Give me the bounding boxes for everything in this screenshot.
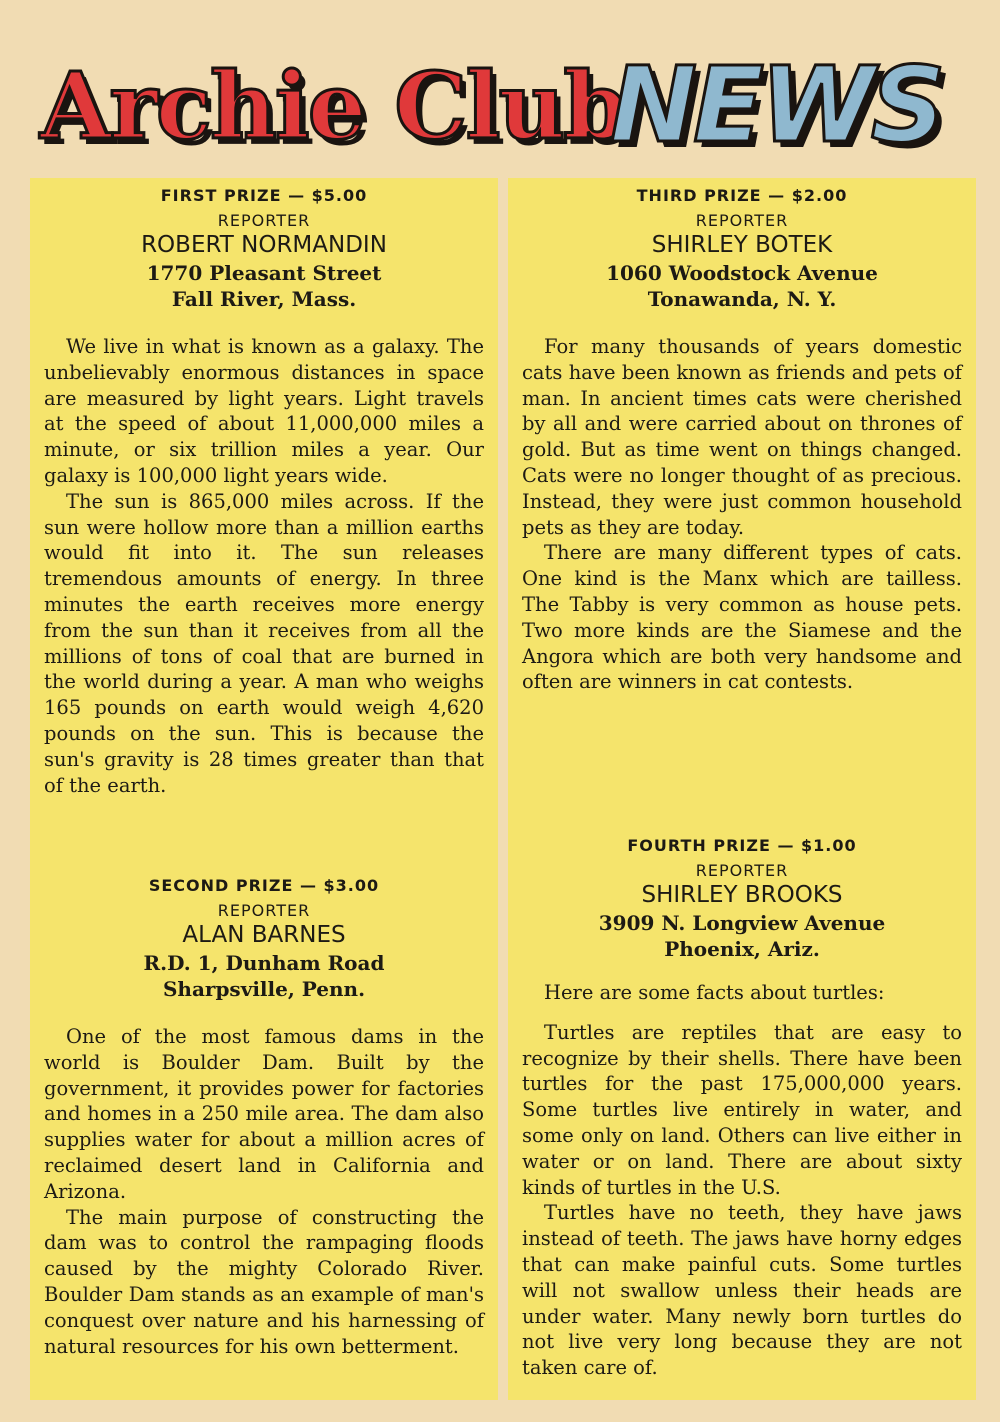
paragraph: We live in what is known as a galaxy. The unbelievably enormous distances in space are measured by light years. Light travels at the speed of about 11,000,000 miles a minute, or six trillion miles a year. Our galaxy is 100,000 light years wide. bbox=[44, 335, 484, 487]
address-street: 1770 Pleasant Street bbox=[146, 261, 382, 285]
reporter-name: SHIRLEY BROOKS bbox=[641, 882, 843, 908]
reporter-name: ROBERT NORMANDIN bbox=[141, 232, 387, 258]
article-body bbox=[508, 980, 976, 1381]
right-column bbox=[508, 178, 976, 1400]
reporter-label: REPORTER bbox=[217, 901, 311, 920]
reporter-name: ALAN BARNES bbox=[182, 922, 346, 948]
paragraph: The main purpose of constructing the dam was to control the rampaging floods caused by the mighty Colorado River. Boulder Dam stands as an example of man's conquest over nature and his harnessing of natural resources for his own betterment. bbox=[44, 1205, 484, 1358]
address-city: Phoenix, Ariz. bbox=[664, 937, 820, 961]
entry-fourth-prize bbox=[508, 836, 976, 1381]
article-body bbox=[30, 1024, 498, 1359]
address-city: Fall River, Mass. bbox=[171, 287, 357, 311]
paragraph: Turtles have no teeth, they have jaws instead of teeth. The jaws have horny edges that can make painful cuts. Some turtles will not swallow unless their heads are under water. Many newly born turtles do not live very long because they are not taken care of. bbox=[522, 1201, 962, 1380]
masthead-title-news: NEWS bbox=[610, 44, 942, 166]
article-body bbox=[30, 334, 498, 798]
paragraph: There are many different types of cats. One kind is the Manx which are tailless. The Tabby is very common as house pets. Two more kinds are the Siamese and the Angora which are both very handsome and often are winners in cat contests. bbox=[522, 541, 962, 694]
address-street: R.D. 1, Dunham Road bbox=[143, 951, 385, 975]
masthead-title-archie-club: Archie Club bbox=[40, 52, 626, 160]
article-body bbox=[508, 334, 976, 695]
prize-heading: SECOND PRIZE — $3.00 bbox=[148, 876, 380, 895]
address-city: Sharpsville, Penn. bbox=[162, 977, 366, 1001]
masthead bbox=[30, 30, 970, 170]
address-city: Tonawanda, N. Y. bbox=[647, 287, 837, 311]
paragraph: The sun is 865,000 miles across. If the sun were hollow more than a million earths would fit into it. The sun releases tremendous amounts of energy. In three minutes the earth receives more energy from the sun than it receives from all the millions of tons of coal that are burned in the world during a year. A man who weighs 165 pounds on earth would weigh 4,620 pounds on the sun. This is because the sun's gravity is 28 times greater than that of the earth. bbox=[44, 489, 484, 797]
reporter-label: REPORTER bbox=[695, 861, 789, 880]
prize-heading: FOURTH PRIZE — $1.00 bbox=[627, 836, 857, 855]
intro-line: Here are some facts about turtles: bbox=[544, 981, 885, 1004]
reporter-name: SHIRLEY BOTEK bbox=[651, 232, 833, 258]
prize-heading: THIRD PRIZE — $2.00 bbox=[636, 186, 848, 205]
left-column bbox=[30, 178, 498, 1400]
address-street: 1060 Woodstock Avenue bbox=[606, 261, 878, 285]
entry-second-prize bbox=[30, 876, 498, 1359]
entry-third-prize bbox=[508, 186, 976, 695]
reporter-label: REPORTER bbox=[217, 211, 311, 230]
entry-first-prize bbox=[30, 186, 498, 798]
paragraph: For many thousands of years domestic cats have been known as friends and pets of man. In ancient times cats were cherished by all and were carried about on thrones of gold. But as time went on things changed. Cats were no longer thought of as precious. Instead, they were just common household pets as they are today. bbox=[522, 335, 962, 539]
address-street: 3909 N. Longview Avenue bbox=[598, 911, 886, 935]
paragraph: Turtles are reptiles that are easy to recognize by their shells. There have been turtles for the past 175,000,000 years. Some turtles live entirely in water, and some only on land. Others can live either in water or on land. There are about sixty kinds of turtles in the U.S. bbox=[522, 1020, 962, 1199]
paragraph: One of the most famous dams in the world is Boulder Dam. Built by the government, it provides power for factories and homes in a 250 mile area. The dam also supplies water for about a million acres of reclaimed desert land in California and Arizona. bbox=[44, 1025, 484, 1203]
prize-heading: FIRST PRIZE — $5.00 bbox=[160, 186, 368, 205]
reporter-label: REPORTER bbox=[695, 211, 789, 230]
